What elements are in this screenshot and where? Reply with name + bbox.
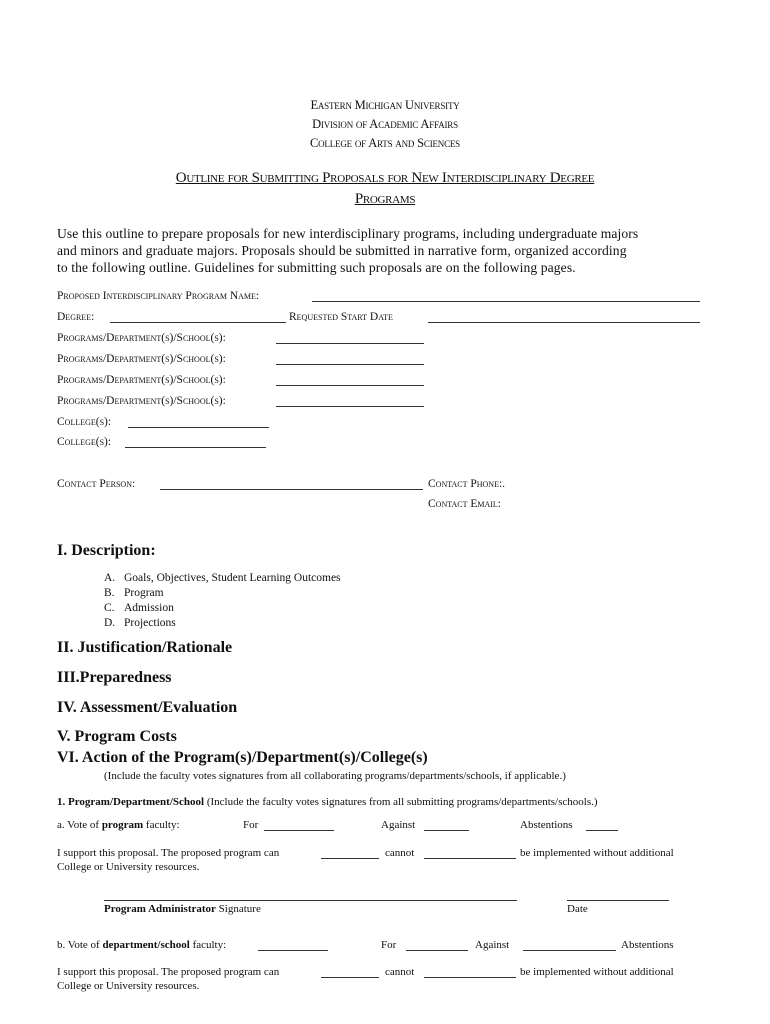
degree-field[interactable]: [110, 322, 286, 323]
program-block-heading-rest: (Include the faculty votes signatures from all submitting programs/departments/schools.): [204, 796, 598, 808]
program-date-label: Date: [567, 903, 588, 915]
program-for-field[interactable]: [264, 830, 334, 831]
requested-start-date-field[interactable]: [428, 322, 700, 323]
dept-vote-suffix: faculty:: [189, 939, 227, 951]
dept-cannot-field[interactable]: [424, 977, 516, 978]
section-preparedness-heading: III.Preparedness: [57, 669, 172, 686]
programs-label-1: Programs/Department(s)/School(s):: [57, 332, 226, 344]
dept-abstentions-label: Abstentions: [621, 939, 674, 951]
contact-email-label: Contact Email:: [428, 498, 502, 510]
intro-line: to the following outline. Guidelines for submitting such proposals are on the following pages.: [57, 260, 576, 275]
contact-person-label: Contact Person:: [57, 478, 136, 490]
contact-phone-label: Contact Phone:.: [428, 478, 506, 490]
document-title-line1: Outline for Submitting Proposals for New Interdisciplinary Degree: [175, 170, 595, 186]
programs-field-4[interactable]: [276, 406, 424, 407]
intro-paragraph: [57, 225, 705, 276]
requested-start-date-label: Requested Start Date: [289, 311, 393, 323]
program-signature-bold: Program Administrator: [104, 903, 216, 915]
college-field-1[interactable]: [128, 427, 269, 428]
programs-label-2: Programs/Department(s)/School(s):: [57, 353, 226, 365]
description-item-letter: C.: [104, 602, 115, 614]
dept-support-text-b: cannot: [385, 966, 415, 978]
description-item-text: Goals, Objectives, Student Learning Outcomes: [124, 572, 341, 584]
description-item-letter: D.: [104, 617, 116, 629]
college-label-2: College(s):: [57, 436, 112, 448]
dept-vote-bold: department/school: [102, 939, 190, 951]
program-vote-prefix: a. Vote of: [57, 819, 102, 831]
program-cannot-field[interactable]: [424, 858, 516, 859]
division-name: Division of Academic Affairs: [312, 117, 458, 131]
dept-can-field[interactable]: [321, 977, 379, 978]
program-vote-bold: program: [101, 819, 144, 831]
program-name-label: Proposed Interdisciplinary Program Name:: [57, 290, 260, 302]
programs-label-3: Programs/Department(s)/School(s):: [57, 374, 226, 386]
program-abstentions-field[interactable]: [586, 830, 618, 831]
degree-label: Degree:: [57, 311, 95, 323]
dept-vote-label: [57, 939, 226, 951]
program-block-heading: [57, 796, 598, 808]
program-support-text-c: be implemented without additional: [520, 847, 674, 859]
program-signature-field[interactable]: [104, 900, 517, 901]
college-label-1: College(s):: [57, 416, 112, 428]
dept-support-text-c: be implemented without additional: [520, 966, 674, 978]
program-name-field[interactable]: [312, 301, 700, 302]
program-vote-label: [57, 819, 180, 831]
program-support-text-a: I support this proposal. The proposed program can: [57, 847, 280, 859]
document-title-line2: Programs: [354, 191, 416, 207]
program-vote-suffix: faculty:: [143, 819, 180, 831]
university-name: Eastern Michigan University: [310, 98, 460, 112]
dept-for-blank[interactable]: [258, 950, 328, 951]
dept-support-line2: College or University resources.: [57, 980, 200, 992]
section-costs-heading: V. Program Costs: [57, 728, 177, 745]
program-against-label: Against: [381, 819, 416, 831]
dept-support-text-a: I support this proposal. The proposed program can: [57, 966, 280, 978]
college-field-2[interactable]: [125, 447, 266, 448]
program-signature-rest: Signature: [215, 903, 261, 915]
programs-field-2[interactable]: [276, 364, 424, 365]
program-block-heading-bold: 1. Program/Department/School: [57, 796, 205, 808]
dept-vote-prefix: b. Vote of: [57, 939, 103, 951]
intro-line: Use this outline to prepare proposals for new interdisciplinary programs, including undergraduate majors: [57, 226, 639, 241]
programs-field-3[interactable]: [276, 385, 424, 386]
section-justification-heading: II. Justification/Rationale: [57, 639, 233, 656]
program-against-field[interactable]: [424, 830, 469, 831]
dept-for-field[interactable]: [406, 950, 468, 951]
description-item-letter: B.: [104, 587, 115, 599]
dept-against-field[interactable]: [523, 950, 616, 951]
description-item-text: Program: [124, 587, 164, 599]
section-action-heading: VI. Action of the Program(s)/Department(s)/College(s): [57, 749, 428, 766]
dept-against-label: Against: [475, 939, 510, 951]
college-name: College of Arts and Sciences: [310, 136, 460, 150]
action-note: (Include the faculty votes signatures from all collaborating programs/departments/schools, if applicable.): [104, 770, 566, 782]
program-support-line2: College or University resources.: [57, 861, 200, 873]
dept-for-label: For: [381, 939, 397, 951]
description-item-text: Projections: [124, 617, 176, 629]
program-support-text-b: cannot: [385, 847, 415, 859]
description-item-letter: A.: [104, 572, 116, 584]
program-for-label: For: [243, 819, 259, 831]
contact-person-field[interactable]: [160, 489, 423, 490]
section-description-heading: I. Description:: [57, 542, 156, 559]
section-assessment-heading: IV. Assessment/Evaluation: [57, 699, 238, 716]
program-can-field[interactable]: [321, 858, 379, 859]
program-abstentions-label: Abstentions: [520, 819, 573, 831]
program-signature-label: [104, 903, 261, 915]
programs-label-4: Programs/Department(s)/School(s):: [57, 395, 226, 407]
program-date-field[interactable]: [567, 900, 669, 901]
programs-field-1[interactable]: [276, 343, 424, 344]
description-item-text: Admission: [124, 602, 174, 614]
intro-line: and minors and graduate majors. Proposals should be submitted in narrative form, organized according: [57, 243, 627, 258]
